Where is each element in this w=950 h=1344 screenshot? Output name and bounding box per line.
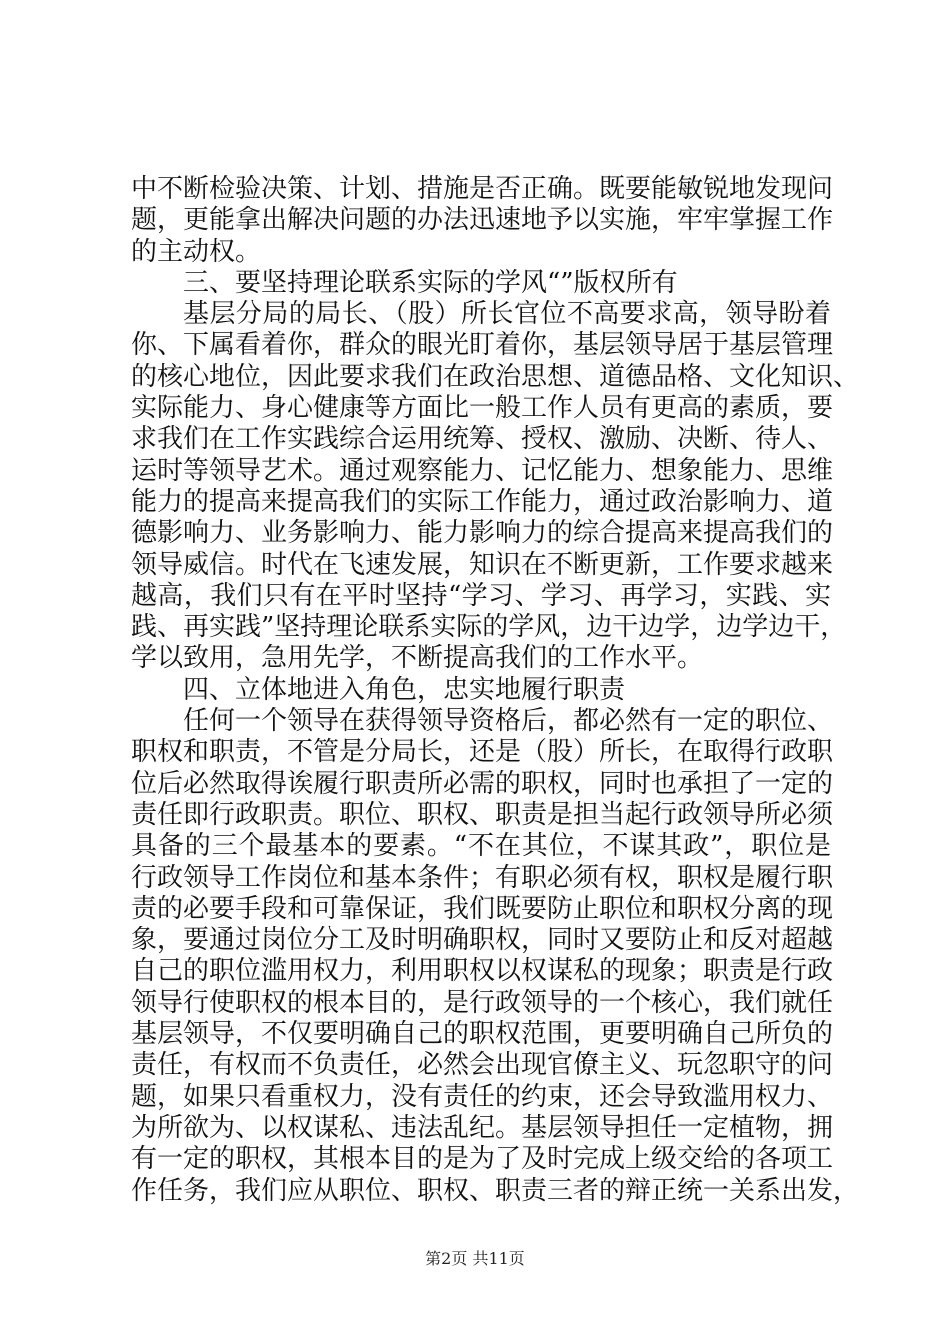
body-text <box>131 174 860 1207</box>
text-line: 能力的提高来提高我们的实际工作能力，通过政治影响力、道 <box>131 486 834 517</box>
text-line: 三、要坚持理论联系实际的学风“”版权所有 <box>183 267 678 298</box>
text-line: 实际能力、身心健康等方面比一般工作人员有更高的素质，要 <box>131 393 834 424</box>
text-line: 有一定的职权，其根本目的是为了及时完成上级交给的各项工 <box>131 1144 834 1175</box>
text-line: 为所欲为、以权谋私、违法乱纪。基层领导担任一定植物，拥 <box>131 1112 834 1143</box>
text-line: 行政领导工作岗位和基本条件；有职必须有权，职权是履行职 <box>131 862 834 893</box>
page-footer: 第2页 共11页 <box>425 1249 525 1268</box>
text-line: 的主动权。 <box>131 236 262 267</box>
text-line: 任何一个领导在获得领导资格后，都必然有一定的职位、 <box>183 706 834 737</box>
text-line: 中不断检验决策、计划、措施是否正确。既要能敏锐地发现问 <box>131 174 834 204</box>
text-line: 你、下属看着你，群众的眼光盯着你，基层领导居于基层管理 <box>131 330 834 361</box>
text-line: 四、立体地进入角色，忠实地履行职责 <box>183 674 626 705</box>
text-line: 责任，有权而不负责任，必然会出现官僚主义、玩忽职守的问 <box>131 1050 834 1081</box>
text-line: 基层领导，不仅要明确自己的职权范围，更要明确自己所负的 <box>131 1019 834 1050</box>
text-line: 自己的职位滥用权力，利用职权以权谋私的现象；职责是行政 <box>131 956 834 987</box>
text-line: 运时等领导艺术。通过观察能力、记忆能力、想象能力、思维 <box>131 455 834 486</box>
text-line: 责的必要手段和可靠保证，我们既要防止职位和职权分离的现 <box>131 893 834 924</box>
text-line: 的核心地位，因此要求我们在政治思想、道德品格、文化知识、 <box>131 361 860 392</box>
text-line: 职权和职责，不管是分局长，还是（股）所长，在取得行政职 <box>131 737 834 768</box>
text-line: 学以致用，急用先学，不断提高我们的工作水平。 <box>131 643 704 674</box>
text-line: 作任务，我们应从职位、职权、职责三者的辩正统一关系出发， <box>131 1175 860 1206</box>
text-line: 题，更能拿出解决问题的办法迅速地予以实施，牢牢掌握工作 <box>131 205 834 236</box>
text-line: 越高，我们只有在平时坚持“学习、学习、再学习，实践、实 <box>131 580 831 611</box>
text-line: 德影响力、业务影响力、能力影响力的综合提高来提高我们的 <box>131 518 834 549</box>
text-line: 基层分局的局长、（股）所长官位不高要求高，领导盼着 <box>183 299 831 330</box>
text-line: 位后必然取得诶履行职责所必需的职权，同时也承担了一定的 <box>131 768 834 799</box>
text-line: 责任即行政职责。职位、职权、职责是担当起行政领导所必须 <box>131 799 834 830</box>
text-line: 领导威信。时代在飞速发展，知识在不断更新，工作要求越来 <box>131 549 834 580</box>
text-line: 领导行使职权的根本目的，是行政领导的一个核心，我们就任 <box>131 987 834 1018</box>
text-line: 象，要通过岗位分工及时明确职权，同时又要防止和反对超越 <box>131 925 834 956</box>
text-line: 题，如果只看重权力，没有责任的约束，还会导致滥用权力、 <box>131 1081 834 1112</box>
text-line: 践、再实践”坚持理论联系实际的学风，边干边学，边学边干， <box>131 612 847 643</box>
text-line: 求我们在工作实践综合运用统筹、授权、激励、决断、待人、 <box>131 424 834 455</box>
text-line: 具备的三个最基本的要素。“不在其位，不谋其政”，职位是 <box>131 831 831 862</box>
